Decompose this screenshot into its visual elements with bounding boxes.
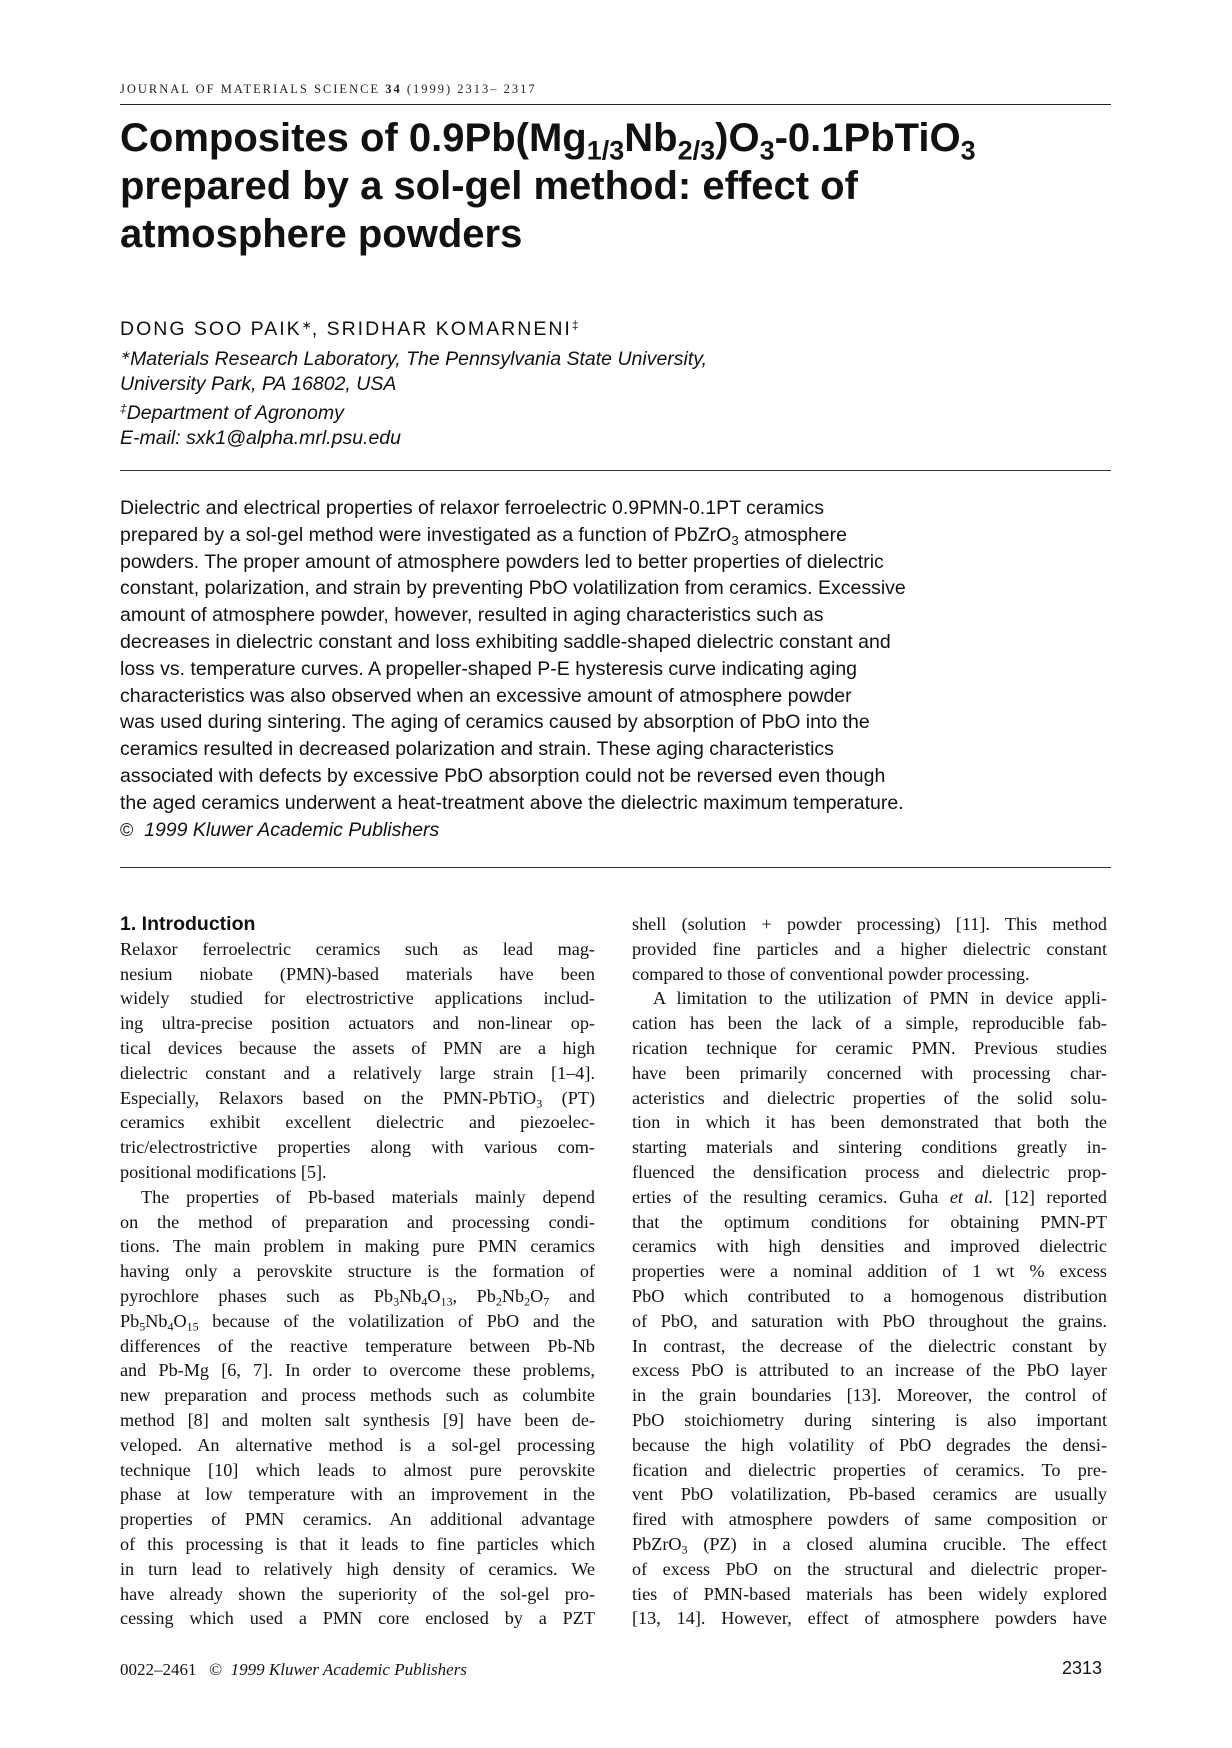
page-number: 2313 xyxy=(1062,1658,1103,1678)
running-head xyxy=(120,82,1110,97)
section-heading: 1. Introduction xyxy=(120,913,256,935)
paragraph: A limitation to the utilization of PMN in device appli- cation has been the lack of a simple, reproducible fab- rication technique for ceramic PMN. Previous studies have been primarily concerned with processing char- acteristics and dielectric properties of the solid solu- tion in which it has been demonstrated that both the starting materials and sintering conditions greatly in- fluenced the densification process and dielectric prop- erties of the resulting ceramics. Guha et al. [12] reported that the optimum conditions for obtaining PMN-PT ceramics with high densities and improved dielectric properties were a nominal addition of 1 wt % excess PbO which contributed to a homogenous distribution of PbO, and saturation with PbO throughout the grains. In contrast, the decrease of the dielectric constant by excess PbO is attributed to an increase of the PbO layer in the grain boundaries [13]. Moreover, the control of PbO stoichiometry during sintering is also important because the high volatility of PbO degrades the densi- fication and dielectric properties of ceramics. To pre- vent PbO volatilization, Pb-based ceramics are usually fired with atmosphere powders of same composition or PbZrO3 (PZ) in a closed alumina crucible. The effect of excess PbO on the structural and dielectric proper- ties of PMN-based materials has been widely explored [13, 14]. However, effect of atmosphere powders have xyxy=(632,988,1107,1629)
affiliations xyxy=(120,343,707,451)
abstract-line: characteristics was also observed when an excessive amount of atmosphere powder xyxy=(120,684,852,707)
abstract-copyright: © 1999 Kluwer Academic Publishers xyxy=(120,818,440,841)
left-column xyxy=(120,912,595,1631)
abstract-line: the aged ceramics underwent a heat-treatment above the dielectric maximum temperature. xyxy=(120,791,904,814)
abstract-line: amount of atmosphere powder, however, resulted in aging characteristics such as xyxy=(120,604,824,627)
copyright-icon: © xyxy=(120,819,134,840)
abstract xyxy=(120,495,1120,843)
header-rule xyxy=(120,104,1111,105)
title-line-1: Composites of $0.9Pb(Mg_{1/3}Nb_{2/3})O_3-0.1PbTiO_3$ xyxy=(120,116,976,166)
contact-email: E-mail: sxk1@alpha.mrl.psu.edu xyxy=(120,427,401,449)
article-title xyxy=(120,114,1110,258)
footer-issn-copyright xyxy=(120,1660,467,1680)
affiliation-1: ∗Materials Research Laboratory, The Pennsylvania State University, xyxy=(120,348,708,370)
title-line-3: atmosphere powders xyxy=(120,212,523,256)
abstract-rule-bottom xyxy=(120,867,1111,868)
abstract-line: associated with defects by excessive PbO absorption could not be reversed even though xyxy=(120,764,886,787)
abstract-line: Dielectric and electrical properties of relaxor ferroelectric 0.9PMN-0.1PT ceramics xyxy=(120,497,825,519)
paragraph: The properties of Pb-based materials mainly depend on the method of preparation and processing condi- tions. The main problem in making pure PMN ceramics having only a perovskite structure is the formation of pyrochlore phases such as Pb3Nb4O13, Pb2Nb2O7 and Pb5Nb4O15 because of the volatilization of PbO and the differences of the reactive temperature between Pb-Nb and Pb-Mg [6, 7]. In order to overcome these problems, new preparation and process methods such as columbite method [8] and molten salt synthesis [9] have been de- veloped. An alternative method is a sol-gel processing technique [10] which leads to almost pure perovskite phase at low temperature with an improvement in the properties of PMN ceramics. An additional advantage of this processing is that it leads to fine particles which in turn lead to relatively high density of ceramics. We have already shown the superiority of the sol-gel pro- cessing which used a PMN core enclosed by a PZT xyxy=(120,1186,596,1629)
right-column xyxy=(632,912,1107,1631)
copyright-icon: © xyxy=(209,1660,223,1679)
footer-publisher: 1999 Kluwer Academic Publishers xyxy=(230,1660,467,1679)
title-line-2: prepared by a sol-gel method: effect of xyxy=(120,164,858,208)
abstract-rule-top xyxy=(120,470,1111,471)
paragraph: Relaxor ferroelectric ceramics such as lead mag- nesium niobate (PMN)-based materials have been widely studied for electrostrictive applications includ- ing ultra-precise position actuators and non-linear op- tical devices because the assets of PMN are a high dielectric constant and a relatively large strain [1–4]. Especially, Relaxors based on the PMN-PbTiO3 (PT) ceramics exhibit excellent dielectric and piezoelec- tric/electrostrictive properties along with various com- positional modifications [5]. xyxy=(120,938,595,1182)
issn: 0022–2461 xyxy=(120,1660,197,1679)
abstract-line: ceramics resulted in decreased polarization and strain. These aging characteristics xyxy=(120,738,834,761)
abstract-line: powders. The proper amount of atmosphere powders led to better properties of dielectric xyxy=(120,550,884,573)
abstract-line: loss vs. temperature curves. A propeller-shaped P-E hysteresis curve indicating aging xyxy=(120,657,858,680)
affiliation-1-address: University Park, PA 16802, USA xyxy=(120,373,397,395)
abstract-line: constant, polarization, and strain by preventing PbO volatilization from ceramics. Excessive xyxy=(120,577,906,600)
paragraph: shell (solution + powder processing) [11]. This method provided fine particles and a higher dielectric constant compared to those of conventional powder processing. xyxy=(632,914,1107,984)
abstract-line: was used during sintering. The aging of ceramics caused by absorption of PbO into the xyxy=(120,711,870,734)
journal-name: JOURNAL OF MATERIALS SCIENCE xyxy=(120,82,381,96)
affiliation-2: ‡Department of Agronomy xyxy=(120,402,344,424)
journal-year: (1999) xyxy=(406,82,453,96)
abstract-line: decreases in dielectric constant and loss exhibiting saddle-shaped dielectric constant and xyxy=(120,630,891,653)
author-list: DONG SOO PAIK∗, SRIDHAR KOMARNENI‡ xyxy=(120,318,579,340)
abstract-line: prepared by a sol-gel method were investigated as a function of PbZrO$_3$ atmosphere xyxy=(120,523,847,548)
volume-number: 34 xyxy=(385,82,402,96)
journal-pages: 2313– 2317 xyxy=(457,82,537,96)
